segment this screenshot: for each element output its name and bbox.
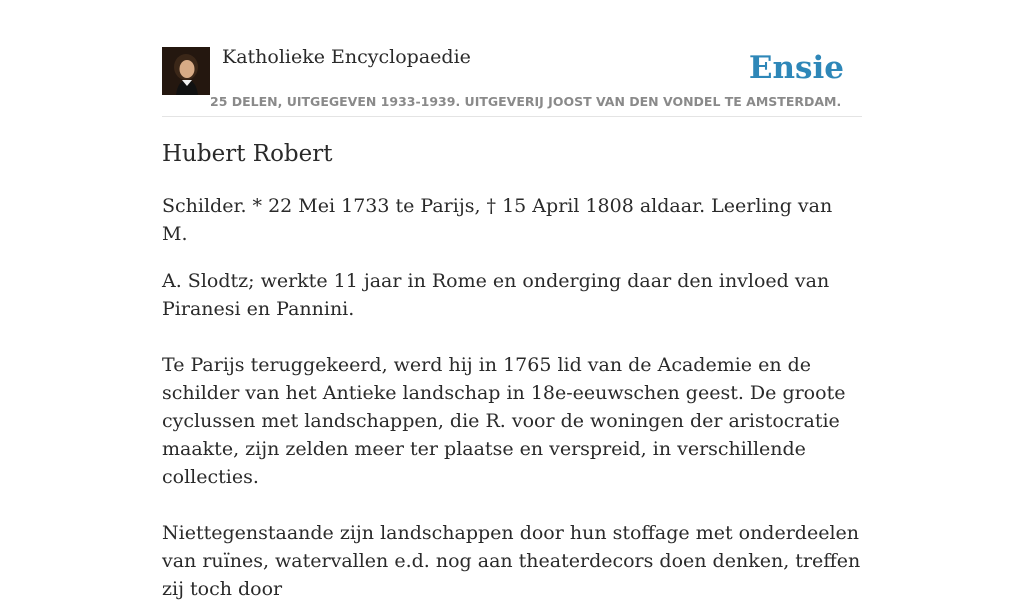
article-title: Hubert Robert — [162, 141, 333, 167]
article-paragraph: Niettegenstaande zijn landschappen door hun stoffage met onderdeelen van ruïnes, watervallen e.d. nog aan theaterdecors doen denken, treffen zij toch door — [162, 522, 861, 600]
header — [162, 44, 862, 117]
article-paragraph: A. Slodtz; werkte 11 jaar in Rome en onderging daar den invloed van Piranesi en Pannini. — [162, 270, 830, 320]
portrait-icon — [162, 47, 210, 95]
book-title[interactable]: Katholieke Encyclopaedie — [222, 46, 471, 68]
article — [162, 138, 862, 603]
article-paragraph: Schilder. * 22 Mei 1733 te Parijs, † 15 April 1808 aldaar. Leerling van M. — [162, 195, 833, 245]
portrait-avatar[interactable] — [162, 47, 210, 95]
article-paragraph: Te Parijs teruggekeerd, werd hij in 1765 lid van de Academie en de schilder van het Antieke landschap in 18e-eeuwschen geest. De groote cyclussen met landschappen, die R. voor de woningen der aristocratie maakte, zijn zelden meer ter plaatse en verspreid, in verschillende collecties. — [162, 354, 846, 488]
ensie-logo-link[interactable]: Ensie — [748, 50, 844, 86]
book-subtitle: 25 DELEN, UITGEGEVEN 1933-1939. UITGEVERIJ JOOST VAN DEN VONDEL TE AMSTERDAM. — [210, 94, 842, 109]
